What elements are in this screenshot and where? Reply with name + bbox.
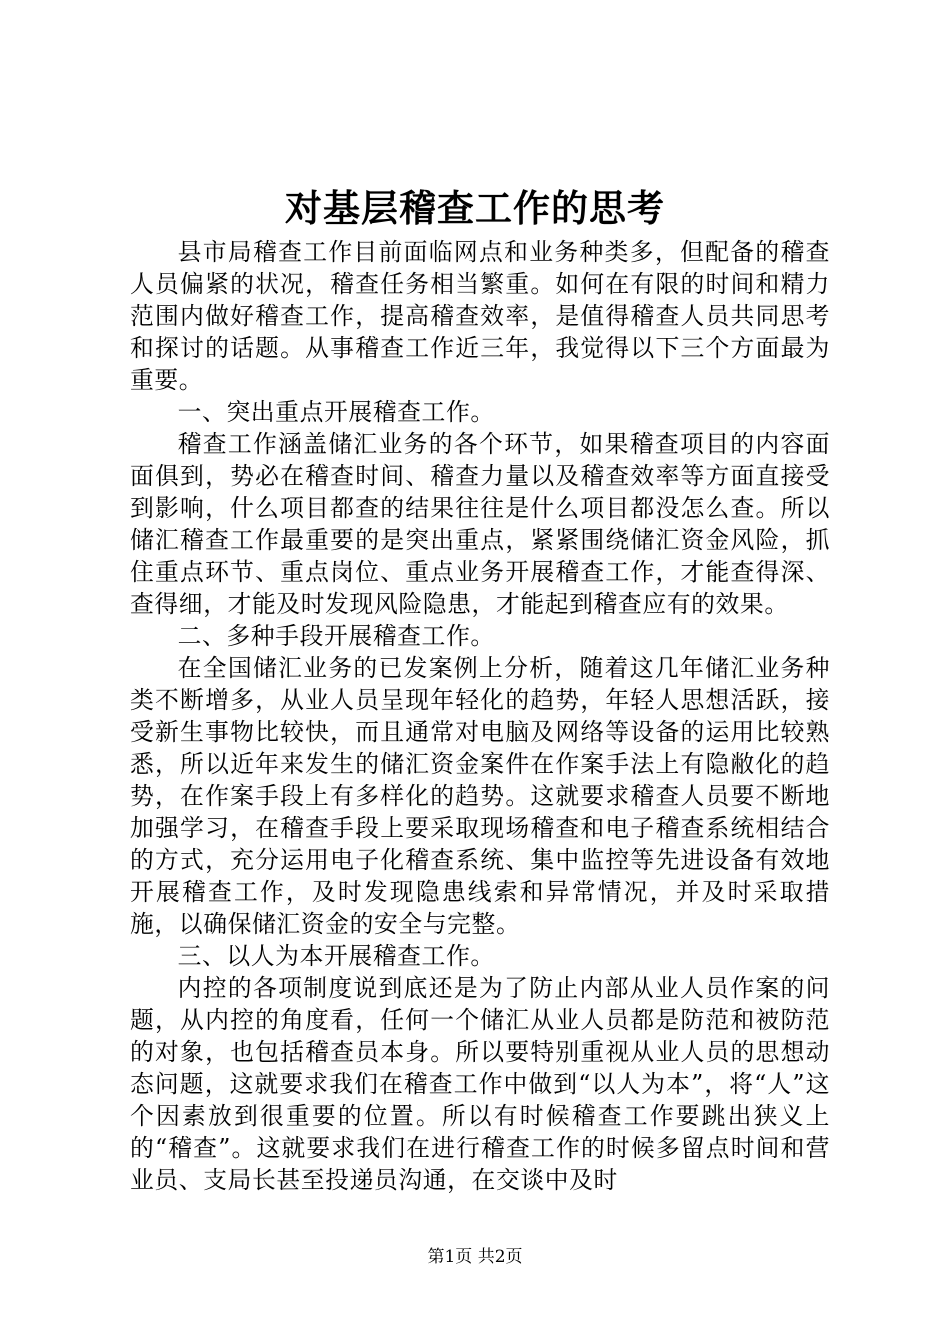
intro-paragraph: 县市局稽查工作目前面临网点和业务种类多，但配备的稽查人员偏紧的状况，稽查任务相当繁重。如何在有限的时间和精力范围内做好稽查工作，提高稽查效率，是值得稽查人员共同思考和探讨的话题。从事稽查工作近三年，我觉得以下三个方面最为重要。: [130, 238, 830, 394]
section-heading-1: 一、突出重点开展稽查工作。: [177, 398, 495, 426]
document-title: 对基层稽查工作的思考: [285, 186, 665, 230]
section-3-paragraph: 内控的各项制度说到底还是为了防止内部从业人员作案的问题，从内控的角度看，任何一个储汇从业人员都是防范和被防范的对象，也包括稽查员本身。所以要特别重视从业人员的思想动态问题，这就要求我们在稽查工作中做到“以人为本”，将“人”这个因素放到很重要的位置。所以有时候稽查工作要跳出狭义上的“稽查”。这就要求我们在进行稽查工作的时候多留点时间和营业员、支局长甚至投递员沟通，在交谈中及时: [130, 974, 830, 1194]
document-body: [130, 236, 830, 1196]
page-footer: 第1页 共2页: [427, 1247, 523, 1267]
section-heading-2: 二、多种手段开展稽查工作。: [177, 622, 495, 650]
section-heading-3: 三、以人为本开展稽查工作。: [177, 942, 495, 970]
section-2-paragraph: 在全国储汇业务的已发案例上分析，随着这几年储汇业务种类不断增多，从业人员呈现年轻化的趋势，年轻人思想活跃，接受新生事物比较快，而且通常对电脑及网络等设备的运用比较熟悉，所以近年来发生的储汇资金案件在作案手法上有隐敝化的趋势，在作案手段上有多样化的趋势。这就要求稽查人员要不断地加强学习，在稽查手段上要采取现场稽查和电子稽查系统相结合的方式，充分运用电子化稽查系统、集中监控等先进设备有效地开展稽查工作，及时发现隐患线索和异常情况，并及时采取措施，以确保储汇资金的安全与完整。: [130, 654, 830, 938]
section-1-paragraph: 稽查工作涵盖储汇业务的各个环节，如果稽查项目的内容面面俱到，势必在稽查时间、稽查力量以及稽查效率等方面直接受到影响，什么项目都查的结果往往是什么项目都没怎么查。所以储汇稽查工作最重要的是突出重点，紧紧围绕储汇资金风险，抓住重点环节、重点岗位、重点业务开展稽查工作，才能查得深、查得细，才能及时发现风险隐患，才能起到稽查应有的效果。: [130, 430, 830, 618]
